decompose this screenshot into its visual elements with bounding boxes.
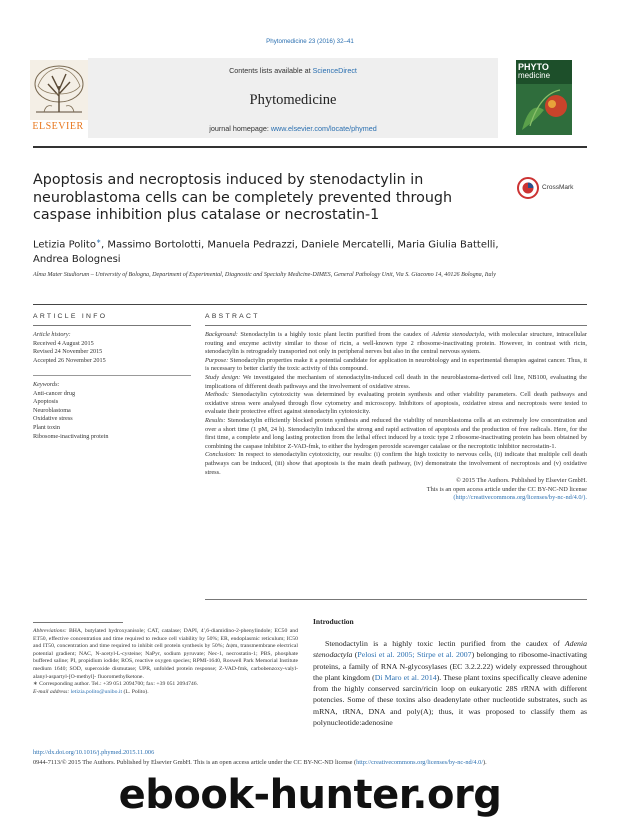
history-rule [33, 375, 191, 376]
introduction-text: Stenodactylin is a highly toxic lectin purified from the caudex of Adenia stenodactyla (Pelosi et al. 2005; Stirpe et al. 2007) belonging to ribosome-inactivating proteins, a family of RNA N-glycosylases (EC 3.2.2.22) widely expressed throughout the plant kingdom (Di Maro et al. 2014). These plant toxins specifically cleave adenine from the highly conserved sarcin/ricin loop on eukaryotic 28S rRNA with different potencies. Some of these toxins also deadenylate other nucleotide substrates, such as mRNA, tRNA, DNA and poly(A); thus, it was proposed to classify them as polynucleotide:adenosine [313, 639, 587, 728]
sciencedirect-link[interactable]: ScienceDirect [312, 66, 357, 75]
footnote-rule [33, 622, 123, 623]
cover-title-1: PHYTO [518, 62, 549, 72]
article-history [33, 331, 191, 365]
corresponding-author-marker[interactable]: ∗ [95, 238, 101, 245]
crossmark-label[interactable]: CrossMark [542, 184, 574, 191]
keywords-label: Keywords: [33, 381, 60, 388]
citation-link[interactable]: Pelosi et al. 2005; Stirpe et al. 2007 [357, 650, 472, 660]
history-label: Article history: [33, 331, 71, 338]
abstract-rule [205, 325, 587, 326]
abstract-body [205, 331, 587, 503]
cover-title-2: medicine [518, 71, 551, 80]
history-item: Revised 24 November 2015 [33, 348, 103, 356]
keyword-item: Neuroblastoma [33, 406, 71, 414]
homepage-link[interactable]: www.elsevier.com/locate/phymed [270, 124, 377, 133]
email-link[interactable]: letizia.polito@unibo.it [70, 688, 123, 695]
keyword-item: Apoptosis [33, 398, 59, 406]
keyword-item: Ribosome-inactivating protein [33, 432, 109, 440]
email-line: E-mail address: letizia.polito@unibo.it (L. Polito). [33, 688, 149, 695]
abstract-heading: ABSTRACT [205, 313, 260, 320]
corresponding-author-note: ∗ Corresponding author. Tel.: +39 051 2094700; fax: +39 051 2094746. [33, 681, 199, 688]
section-divider [33, 304, 587, 305]
journal-reference[interactable]: Phytomedicine 23 (2016) 32–41 [266, 38, 354, 45]
abstract-end-rule [205, 599, 587, 600]
abstract-background: Background: Stenodactylin is a highly toxic plant lectin purified from the caudex of Adenia stenodactyla, with molecular structure, intracellular routing and enzyme activity similar to those of ricin, a well-known type 2 ribosome-inactivating protein. However, in contrast with ricin, stenodactylin is retrogradely transported not only in peripheral nerves but also in the central nervous system. [205, 331, 587, 356]
keywords [33, 381, 191, 441]
article-info-heading: ARTICLE INFO [33, 313, 108, 320]
history-item: Received 4 August 2015 [33, 339, 94, 347]
journal-name: Phytomedicine [249, 92, 337, 108]
crossmark-icon[interactable] [517, 177, 539, 199]
contents-line: Contents lists available at ScienceDirect [229, 66, 357, 75]
header-divider [33, 146, 587, 148]
license-line: 0944-7113/© 2015 The Authors. Published by Elsevier GmbH. This is an open access article under the CC BY-NC-ND license (http://creativecommons.org/licenses/by-nc-nd/4.0/). [33, 759, 487, 766]
keyword-item: Plant toxin [33, 423, 60, 431]
abstract-purpose: Purpose: Stenodactylin properties make it a potential candidate for application in neurobiology and in experimental therapies against cancer. Thus, it is necessary to better clarify the toxic activity of this compound. [205, 356, 587, 373]
abstract-methods: Methods: Stenodactylin cytotoxicity was determined by evaluating protein synthesis and other viability parameters. Cell death pathways and oxidative stress were analysed through flow cytometry and microscopy. Inhibitors of apoptosis, oxidative stress and necroptosis were tested to evaluate their protective effect against stenodactylin cytotoxicity. [205, 391, 587, 416]
abbreviations: Abbreviations: BHA, butylated hydroxyanisole; CAT, catalase; DAPI, 4′,6-diamidino-2-phenylindole; EC50 and ET50, effective concentration and time required to reduce cell viability by 50%; ER, endoplasmic reticulum; IC50 and IT50, concentration and time required to inhibit cell protein synthesis by 50%; Δψm, transmembrane electrical potential gradient; NAC, N-acetyl-L-cysteine; NaPyr, sodium pyruvate; Nec-1, necrostatin-1; PBS, phosphate buffered saline; PI, propidium iodide; ROS, reactive oxygen species; RPMI-1640, Roswell Park Memorial Institute medium 1640; SOD, superoxide dismutase; UPR, unfolded protein response; Z-VAD-fmk, carbobenzoxy-valyl-alanyl-aspartyl-[O-methyl]- fluoromethylketone. [33, 628, 298, 680]
watermark-text: ebook-hunter.org [118, 772, 502, 818]
publisher-logo-text: ELSEVIER [32, 121, 84, 132]
introduction-heading: Introduction [313, 617, 354, 626]
affiliation: Alma Mater Studiorum – University of Bologna, Department of Experimental, Diagnostic and Specialty Medicine-DIMES, General Pathology Unit, Via S. Giacomo 14, 40126 Bologna, Italy [33, 272, 496, 278]
abstract-results: Results: Stenodactylin efficiently blocked protein synthesis and reduced the viability of neuroblastoma cells at an extremely low concentration and over a short time (1 pM, 24 h). Stenodactylin induced the strong and rapid activation of apoptosis and the production of free radicals. Here, for the first time, a complete and long lasting protection from the lethal effect induced by a toxic type 2 ribosome-inactivating protein has been obtained by combining the caspase inhibitor Z-VAD-fmk, to either the hydrogen peroxide scavenger catalase or the necroptotic inhibitor necrostatin-1. [205, 416, 587, 450]
abstract-license-link[interactable]: (http://creativecommons.org/licenses/by-nc-nd/4.0/). [453, 494, 587, 502]
author-list: Letizia Polito∗, Massimo Bortolotti, Manuela Pedrazzi, Daniele Mercatelli, Maria Giulia Battelli, Andrea Bolognesi [33, 238, 499, 265]
keyword-item: Oxidative stress [33, 415, 73, 423]
doi-link[interactable]: http://dx.doi.org/10.1016/j.phymed.2015.11.006 [33, 749, 155, 756]
license-link[interactable]: http://creativecommons.org/licenses/by-nc-nd/4.0/ [356, 759, 483, 766]
homepage-line: journal homepage: www.elsevier.com/locate/phymed [209, 124, 377, 133]
keyword-item: Anti-cancer drug [33, 389, 76, 397]
history-item: Accepted 26 November 2015 [33, 356, 106, 364]
article-title: Apoptosis and necroptosis induced by stenodactylin in neuroblastoma cells can be completely prevented through caspase inhibition plus catalase or necrostatin-1 [33, 172, 453, 223]
abstract-study-design: Study design: We investigated the mechanism of stenodactylin-induced cell death in the neuroblastoma-derived cell line, NB100, evaluating the implications of different death pathways and the involvement of oxidative stress. [205, 373, 587, 390]
footnotes [33, 628, 298, 696]
citation-link[interactable]: Di Maro et al. 2014 [374, 672, 437, 682]
article-info-rule [33, 325, 191, 326]
abstract-conclusion: Conclusion: In respect to stenodactylin cytotoxicity, our results: (i) confirm the high toxicity to nervous cells, (ii) indicate that multiple cell death pathways can be induced, (iii) show that apoptosis is the main death pathway, (iv) demonstrate the involvement of necroptosis and (v) oxidative stress. [205, 451, 587, 476]
abstract-copyright: © 2015 The Authors. Published by Elsevier GmbH. [455, 477, 587, 485]
abstract-open-access: This is an open access article under the CC BY-NC-ND license [426, 485, 587, 493]
